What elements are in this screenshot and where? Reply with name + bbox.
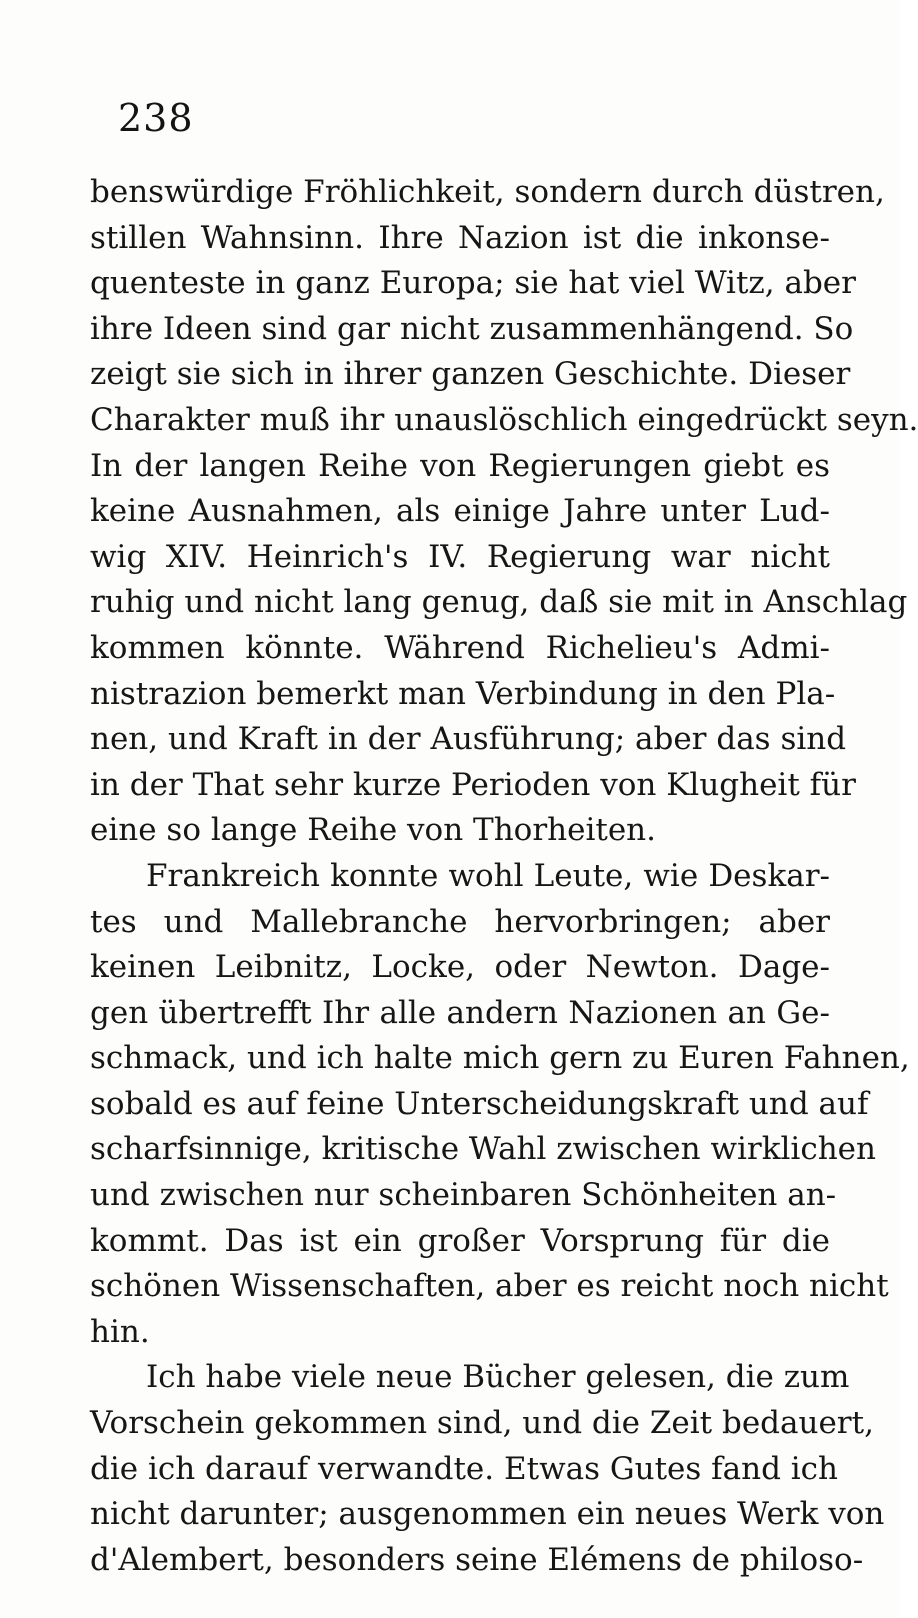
text-line: nen, und Kraft in der Ausführung; aber das sind	[90, 721, 847, 758]
text-line: und zwischen nur scheinbaren Schönheiten an-	[90, 1177, 837, 1214]
text-line: wig XIV. Heinrich's IV. Regierung war nicht	[90, 538, 830, 575]
text-line: nistrazion bemerkt man Verbindung in den Pla-	[90, 675, 836, 712]
text-line: Charakter muß ihr unauslöschlich eingedrückt seyn.	[90, 401, 918, 438]
text-line: Vorschein gekommen sind, und die Zeit bedauert,	[90, 1405, 874, 1442]
text-line: gen übertrefft Ihr alle andern Nazionen an Ge-	[90, 994, 830, 1031]
text-line: tes und Mallebranche hervorbringen; aber	[90, 903, 830, 940]
paragraph-end-line: hin.	[90, 1313, 150, 1350]
text-line: nicht darunter; ausgenommen ein neues Werk von	[90, 1496, 885, 1533]
paragraph-start-line: Frankreich konnte wohl Leute, wie Deskar-	[146, 857, 830, 894]
text-line: benswürdige Fröhlichkeit, sondern durch düstren,	[90, 174, 885, 210]
text-line: keine Ausnahmen, als einige Jahre unter Lud-	[90, 493, 830, 530]
text-line: keinen Leibnitz, Locke, oder Newton. Dage-	[90, 949, 830, 986]
paragraph-start-line: Ich habe viele neue Bücher gelesen, die zum	[146, 1359, 850, 1396]
text-line: ihre Ideen sind gar nicht zusammenhängend. So	[90, 310, 854, 347]
text-line: die ich darauf verwandte. Etwas Gutes fand ich	[90, 1450, 839, 1487]
text-line: scharfsinnige, kritische Wahl zwischen wirklichen	[90, 1131, 876, 1168]
text-line: kommt. Das ist ein großer Vorsprung für die	[90, 1222, 830, 1259]
text-line: In der langen Reihe von Regierungen giebt es	[90, 447, 830, 484]
text-line: ruhig und nicht lang genug, daß sie mit in Anschlag	[90, 584, 908, 621]
text-line: in der That sehr kurze Perioden von Klugheit für	[90, 766, 856, 803]
text-line: kommen könnte. Während Richelieu's Admi-	[90, 629, 830, 666]
text-line: schmack, und ich halte mich gern zu Euren Fahnen,	[90, 1040, 910, 1077]
page-number: 238	[118, 96, 194, 140]
text-line: d'Alembert, besonders seine Elémens de philoso-	[90, 1541, 864, 1578]
body-text	[90, 170, 918, 1583]
text-line: stillen Wahnsinn. Ihre Nazion ist die inkonse-	[90, 219, 830, 256]
text-line: zeigt sie sich in ihrer ganzen Geschichte. Dieser	[90, 356, 851, 393]
text-line: schönen Wissenschaften, aber es reicht noch nicht	[90, 1268, 889, 1305]
paragraph-end-line: eine so lange Reihe von Thorheiten.	[90, 812, 656, 849]
text-line: quenteste in ganz Europa; sie hat viel Witz, aber	[90, 265, 856, 302]
text-line: sobald es auf feine Unterscheidungskraft und auf	[90, 1085, 869, 1122]
